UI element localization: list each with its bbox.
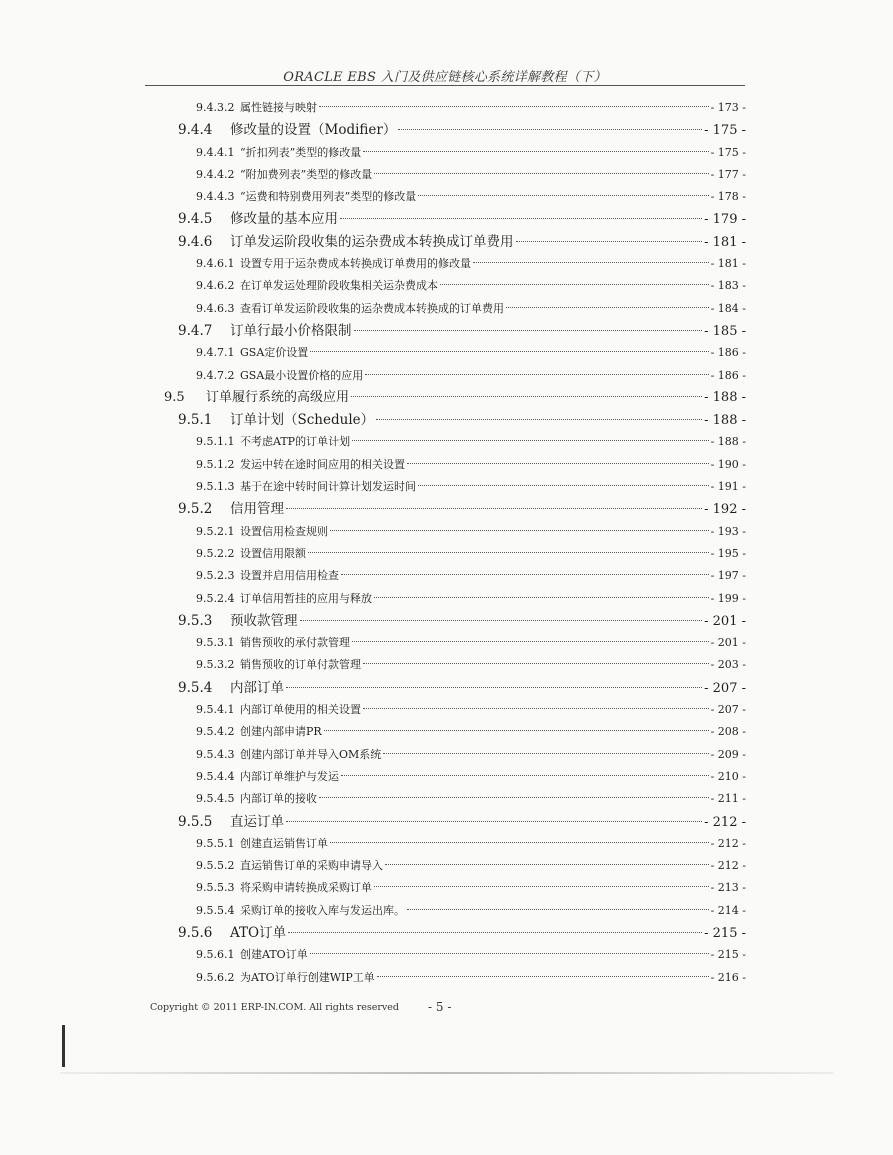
toc-entry [150,632,746,654]
dot-leader [440,284,709,285]
dot-leader [319,797,709,798]
toc-entry-number: 9.5.5.3 [196,881,235,895]
page-footer [150,1000,746,1018]
toc-entry-title: 不考虑ATP的订单计划 [240,435,351,449]
toc-entry-title: 预收款管理 [230,612,298,629]
toc-entry [150,677,746,699]
toc-entry-title: 内部订单的接收 [240,792,317,806]
toc-entry [150,833,746,855]
toc-entry-number: 9.5.2.1 [196,524,235,538]
toc-entry-title: 订单履行系统的高级应用 [206,389,350,405]
toc-entry [150,788,746,810]
toc-entry-number: 9.4.7.2 [196,368,235,382]
toc-entry-page: - 179 - [704,212,746,228]
toc-entry-title: 直运销售订单的采购申请导入 [240,859,383,873]
toc-entry-title: 创建内部订单并导入OM系统 [240,747,382,761]
toc-entry-number: 9.4.7 [178,322,213,339]
toc-entry [150,142,746,164]
toc-entry-title: 发运中转在途时间应用的相关设置 [240,457,405,471]
toc-entry-page: - 212 - [704,814,746,830]
toc-entry-page: - 188 - [704,413,746,429]
toc-entry [150,922,746,944]
toc-entry-title: 属性链接与映射 [240,101,317,114]
toc-entry-number: 9.4.7.1 [196,346,235,360]
toc-entry [150,387,746,409]
binding-mark [62,1025,65,1067]
toc-entry-page: - 195 - [710,546,746,560]
toc-entry-title: 内部订单 [230,679,284,696]
toc-entry [150,944,746,966]
dot-leader [341,775,709,776]
toc-entry-page: - 207 - [710,703,746,717]
toc-entry [150,766,746,788]
toc-entry-number: 9.4.4 [178,122,213,139]
toc-entry-number: 9.4.6.2 [196,279,235,293]
dot-leader [286,508,702,509]
toc-entry-title: 销售预收的订单付款管理 [240,658,361,672]
toc-entry-page: - 209 - [710,747,746,761]
toc-entry-page: - 215 - [710,948,746,962]
toc-entry [150,476,746,498]
toc-entry-number: 9.5.4 [178,679,213,696]
toc-entry [150,342,746,364]
toc-entry-title: 创建直运销售订单 [240,836,328,850]
dot-leader [407,909,709,910]
toc-entry-number: 9.5.2.2 [196,546,235,560]
toc-entry-number: 9.5.5.1 [196,836,235,850]
toc-entry-number: 9.4.6 [178,233,213,250]
toc-entry [150,320,746,342]
toc-entry [150,119,746,141]
toc-entry-number: 9.5.6.1 [196,948,235,962]
toc-entry-page: - 213 - [710,881,746,895]
toc-entry-title: 设置并启用信用检查 [240,569,339,583]
toc-entry-title: 在订单发运处理阶段收集相关运杂费成本 [240,279,438,293]
toc-entry-number: 9.4.4.1 [196,145,235,159]
toc-entry [150,610,746,632]
toc-entry-title: 订单行最小价格限制 [230,322,352,339]
toc-entry-page: - 193 - [710,524,746,538]
toc-entry [150,721,746,743]
toc-entry [150,521,746,543]
dot-leader [418,195,708,196]
toc-entry [150,97,746,119]
toc-entry [150,543,746,565]
dot-leader [319,106,709,107]
toc-entry-number: 9.5.4.3 [196,747,235,761]
dot-leader [516,241,703,242]
toc-entry-number: 9.5 [164,389,185,405]
toc-entry-title: 内部订单使用的相关设置 [240,703,361,717]
toc-entry [150,298,746,320]
toc-entry-page: - 212 - [710,836,746,850]
toc-entry [150,454,746,476]
toc-entry-page: - 188 - [710,435,746,449]
toc-entry-title: 订单信用暂挂的应用与释放 [240,591,372,605]
dot-leader [374,886,709,887]
toc-entry-number: 9.5.1.3 [196,480,235,494]
toc-entry [150,855,746,877]
toc-entry-page: - 211 - [710,792,746,806]
toc-entry-title: GSA定价设置 [240,346,309,360]
toc-entry-page: - 181 - [710,257,746,271]
toc-entry-number: 9.4.5 [178,211,213,228]
toc-entry-title: 查看订单发运阶段收集的运杂费成本转换成的订单费用 [240,301,504,315]
toc-entry [150,654,746,676]
toc-entry-number: 9.5.4.1 [196,703,235,717]
toc-entry [150,565,746,587]
toc-entry [150,431,746,453]
toc-entry-number: 9.4.4.2 [196,167,235,181]
toc-entry-number: 9.4.3.2 [196,101,235,114]
toc-entry-title: 基于在途中转时间计算计划发运时间 [240,480,416,494]
toc-entry-number: 9.5.2.3 [196,569,235,583]
toc-entry-title: 修改量的设置（Modifier） [230,122,397,139]
running-header: ORACLE EBS 入门及供应链核心系统详解教程（下） [283,70,607,85]
toc-entry-page: - 177 - [710,167,746,181]
toc-entry-page: - 191 - [710,480,746,494]
toc-entry-number: 9.5.3.2 [196,658,235,672]
toc-entry-page: - 173 - [710,101,746,114]
toc-entry-page: - 185 - [704,323,746,339]
toc-entry [150,186,746,208]
dot-leader [308,552,709,553]
copyright-notice: Copyright © 2011 ERP-IN.COM. All rights reserved [150,1002,399,1013]
toc-entry-number: 9.4.6.1 [196,257,235,271]
toc-entry-page: - 190 - [710,457,746,471]
dot-leader [352,440,708,441]
toc-entry-page: - 207 - [704,680,746,696]
toc-entry [150,208,746,230]
toc-entry-number: 9.5.4.2 [196,725,235,739]
dot-leader [341,574,709,575]
toc-entry-page: - 186 - [710,346,746,360]
toc-entry-page: - 175 - [704,123,746,139]
toc-entry-number: 9.4.6.3 [196,301,235,315]
toc-entry [150,699,746,721]
toc-entry-page: - 203 - [710,658,746,672]
toc-entry [150,811,746,833]
toc-entry-number: 9.5.5.4 [196,903,235,917]
toc-entry-page: - 197 - [710,569,746,583]
toc-entry [150,967,746,989]
toc-entry-title: 将采购申请转换成采购订单 [240,881,372,895]
dot-leader [354,330,703,331]
toc-entry-title: 设置信用限额 [240,546,306,560]
toc-entry-page: - 214 - [710,903,746,917]
toc-entry [150,900,746,922]
dot-leader [330,842,709,843]
dot-leader [288,932,702,933]
toc-entry-title: 修改量的基本应用 [230,211,338,228]
toc-entry [150,744,746,766]
dot-leader [506,307,709,308]
toc-entry-title: 创建ATO订单 [240,948,308,962]
toc-entry-number: 9.5.3 [178,612,213,629]
toc-entry-title: “运费和特别费用列表”类型的修改量 [240,190,417,204]
toc-entry [150,275,746,297]
toc-entry-title: “折扣列表”类型的修改量 [240,145,362,159]
toc-entry-title: 销售预收的承付款管理 [240,636,350,650]
dot-leader [351,396,702,397]
toc-entry-number: 9.5.4.5 [196,792,235,806]
dot-leader [324,730,709,731]
toc-entry-number: 9.5.2 [178,501,213,518]
toc-entry-title: 信用管理 [230,501,284,518]
toc-entry-title: 直运订单 [230,813,284,830]
toc-entry-page: - 201 - [704,613,746,629]
toc-entry [150,588,746,610]
dot-leader [286,687,702,688]
toc-entry-title: 订单发运阶段收集的运杂费成本转换成订单费用 [230,233,514,250]
dot-leader [363,151,708,152]
toc-entry [150,409,746,431]
toc-entry-number: 9.5.1.1 [196,435,235,449]
dot-leader [407,463,709,464]
toc-entry-title: GSA最小设置价格的应用 [240,368,364,382]
toc-entry-page: - 188 - [704,389,746,405]
toc-entry-number: 9.5.4.4 [196,769,235,783]
toc-entry-page: - 216 - [710,970,746,984]
toc-entry-page: - 212 - [710,859,746,873]
toc-entry-page: - 201 - [710,636,746,650]
toc-entry-number: 9.5.5 [178,813,213,830]
toc-entry-number: 9.4.4.3 [196,190,235,204]
dot-leader [385,864,709,865]
dot-leader [383,753,708,754]
toc-entry-number: 9.5.6.2 [196,970,235,984]
toc-entry [150,877,746,899]
page-number: - 5 - [428,1000,452,1014]
dot-leader [310,351,708,352]
toc-entry-page: - 186 - [710,368,746,382]
dot-leader [374,173,708,174]
dot-leader [330,530,709,531]
toc-entry [150,164,746,186]
table-of-contents [150,97,746,989]
dot-leader [286,821,702,822]
dot-leader [398,129,702,130]
toc-entry-page: - 178 - [710,190,746,204]
toc-entry-title: ATO订单 [230,924,287,941]
dot-leader [352,641,709,642]
toc-entry-number: 9.5.3.1 [196,636,235,650]
toc-entry-page: - 199 - [710,591,746,605]
toc-entry-number: 9.5.6 [178,924,213,941]
toc-entry-page: - 208 - [710,725,746,739]
toc-entry-number: 9.5.1 [178,412,213,429]
toc-entry-title: 内部订单维护与发运 [240,769,339,783]
dot-leader [473,262,709,263]
dot-leader [363,663,709,664]
toc-entry [150,231,746,253]
dot-leader [418,485,709,486]
dot-leader [363,708,709,709]
toc-entry-number: 9.5.5.2 [196,859,235,873]
dot-leader [310,953,709,954]
toc-entry [150,365,746,387]
toc-entry-title: 设置信用检查规则 [240,524,328,538]
toc-entry [150,253,746,275]
dot-leader [340,218,702,219]
toc-entry-page: - 175 - [710,145,746,159]
toc-entry-title: 创建内部申请PR [240,725,322,739]
toc-entry-page: - 210 - [710,769,746,783]
toc-entry-title: 为ATO订单行创建WIP工单 [240,970,375,984]
toc-entry-page: - 192 - [704,502,746,518]
dot-leader [300,620,703,621]
dot-leader [365,374,708,375]
toc-entry-number: 9.5.1.2 [196,457,235,471]
dot-leader [376,419,702,420]
header-rule [145,85,745,86]
toc-entry-page: - 181 - [704,234,746,250]
toc-entry-title: 订单计划（Schedule） [230,412,375,429]
dot-leader [377,976,709,977]
toc-entry-page: - 184 - [710,301,746,315]
toc-entry-title: “附加费列表”类型的修改量 [240,167,373,181]
toc-entry-page: - 183 - [710,279,746,293]
dot-leader [374,597,709,598]
toc-entry-title: 设置专用于运杂费成本转换成订单费用的修改量 [240,257,471,271]
toc-entry-number: 9.5.2.4 [196,591,235,605]
toc-entry [150,498,746,520]
toc-entry-page: - 215 - [704,925,746,941]
toc-entry-title: 采购订单的接收入库与发运出库。 [240,903,405,917]
